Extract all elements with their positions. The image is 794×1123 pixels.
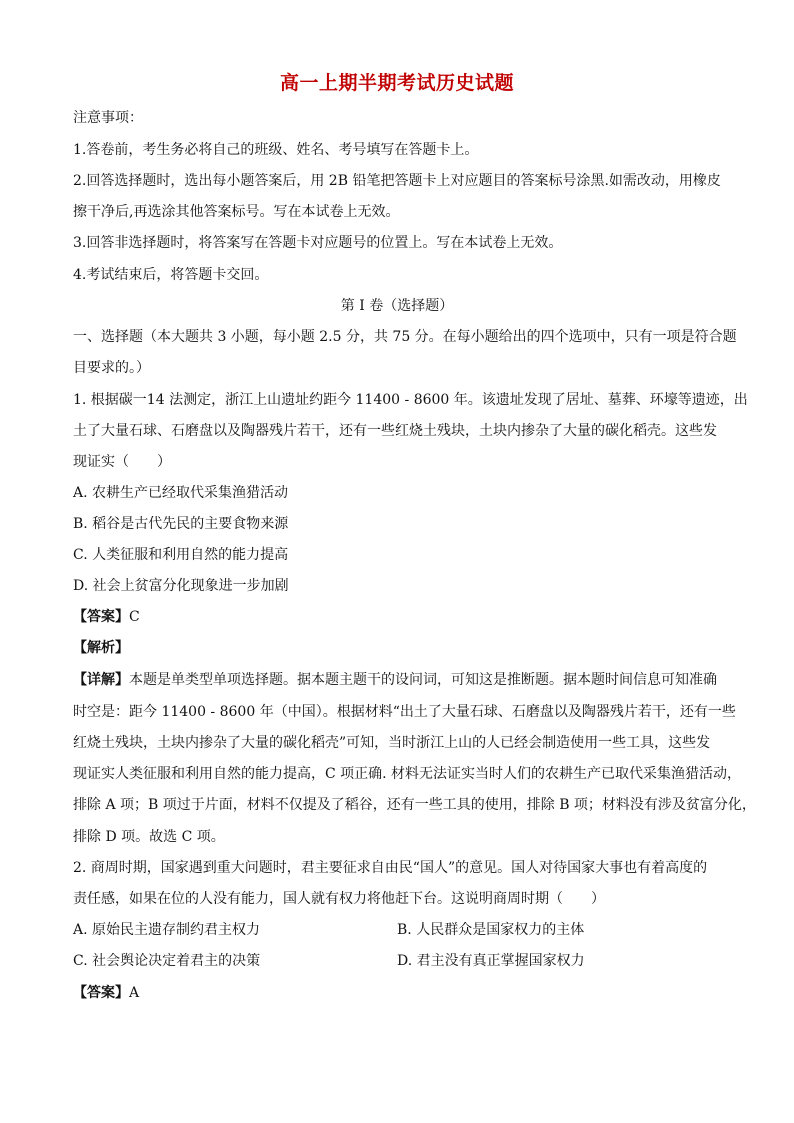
answer-value: C bbox=[129, 609, 140, 625]
detail-label: 【详解】 bbox=[73, 672, 129, 688]
question-2-stem: 2. 商周时期，国家遇到重大问题时，君主要征求自由民“国人”的意见。国人对待国家大事也有着高度的 bbox=[73, 860, 708, 876]
question-1-answer bbox=[73, 607, 140, 627]
section-title: 第 I 卷（选择题） bbox=[340, 298, 454, 314]
question-2-option-c: C. 社会舆论决定着君主的决策 bbox=[73, 953, 261, 969]
question-2-option-d: D. 君主没有真正掌握国家权力 bbox=[397, 953, 585, 969]
question-1-option-b: B. 稻谷是古代先民的主要食物来源 bbox=[73, 516, 289, 532]
question-1-option-d: D. 社会上贫富分化现象进一步加剧 bbox=[73, 578, 289, 594]
question-1-option-c: C. 人类征服和利用自然的能力提高 bbox=[73, 547, 289, 563]
section-intro: 目要求的。） bbox=[73, 360, 150, 376]
question-1-detail: 排除 D 项。故选 C 项。 bbox=[73, 829, 225, 845]
section-intro: 一、选择题（本大题共 3 小题，每小题 2.5 分，共 75 分。在每小题给出的四个选项中，只有一项是符合题 bbox=[73, 329, 737, 345]
question-1-analysis-label bbox=[73, 638, 129, 658]
answer-label: 【答案】 bbox=[73, 985, 129, 1001]
question-1-option-a: A. 农耕生产已经取代采集渔猎活动 bbox=[73, 485, 289, 501]
detail-text: 本题是单类型单项选择题。据本题主题干的设问词，可知这是推断题。据本题时间信息可知准确 bbox=[129, 672, 717, 688]
question-1-detail: 时空是：距今 11400 - 8600 年（中国）。根据材料“出土了大量石球、石磨盘以及陶器残片若干，还有一些 bbox=[73, 704, 736, 720]
notice-item: 擦干净后,再选涂其他答案标号。写在本试卷上无效。 bbox=[73, 204, 400, 220]
question-2-option-a: A. 原始民主遗存制约君主权力 bbox=[73, 922, 261, 938]
question-1-stem: 1. 根据碳一14 法测定，浙江上山遗址约距今 11400 - 8600 年。该遗址发现了居址、墓葬、环壕等遗迹，出 bbox=[73, 392, 748, 408]
question-1-stem: 现证实（ ） bbox=[73, 454, 171, 470]
notice-item: 4.考试结束后，将答题卡交回。 bbox=[73, 267, 269, 283]
question-1-stem: 土了大量石球、石磨盘以及陶器残片若干，还有一些红烧土残块，土块内掺杂了大量的碳化稻壳。这些发 bbox=[73, 423, 717, 439]
question-1-detail: 红烧土残块，土块内掺杂了大量的碳化稻壳”可知，当时浙江上山的人已经会制造使用一些工具，这些发 bbox=[73, 735, 711, 751]
notice-item: 2.回答选择题时，选出每小题答案后，用 2B 铅笔把答题卡上对应题目的答案标号涂黑.如需改动，用橡皮 bbox=[73, 173, 721, 189]
question-2-stem: 责任感，如果在位的人没有能力，国人就有权力将他赶下台。这说明商周时期（ ） bbox=[73, 891, 605, 907]
question-1-detail bbox=[73, 670, 717, 690]
question-2-options-row bbox=[73, 920, 260, 940]
notice-item: 3.回答非选择题时，将答案写在答题卡对应题号的位置上。写在本试卷上无效。 bbox=[73, 235, 563, 251]
answer-label: 【答案】 bbox=[73, 609, 129, 625]
question-1-detail: 现证实人类征服和利用自然的能力提高，C 项正确. 材料无法证实当时人们的农耕生产已取代采集渔猎活动， bbox=[73, 766, 742, 782]
question-2-answer bbox=[73, 983, 139, 1003]
analysis-label: 【解析】 bbox=[73, 640, 129, 656]
answer-value: A bbox=[129, 985, 140, 1001]
notice-item: 1.答卷前，考生务必将自己的班级、姓名、考号填写在答题卡上。 bbox=[73, 142, 479, 158]
page-title: 高一上期半期考试历史试题 bbox=[279, 72, 514, 94]
question-2-option-b: B. 人民群众是国家权力的主体 bbox=[397, 922, 585, 938]
question-1-detail: 排除 A 项；B 项过于片面，材料不仅提及了稻谷，还有一些工具的使用，排除 B 项；材料没有涉及贫富分化， bbox=[73, 797, 756, 813]
notice-heading: 注意事项： bbox=[73, 110, 143, 126]
